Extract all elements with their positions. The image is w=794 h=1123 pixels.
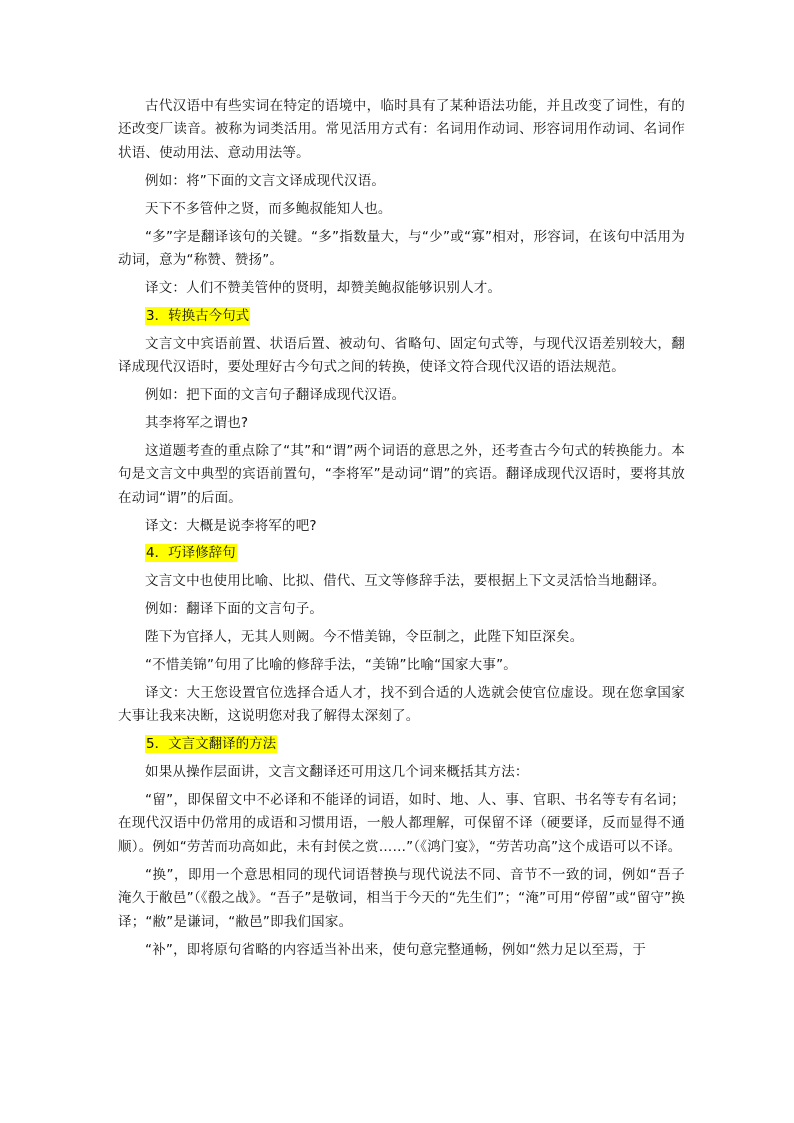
paragraph: 如果从操作层面讲，文言文翻译还可用这几个词来概括其方法：	[145, 764, 529, 781]
section-heading	[118, 733, 685, 756]
paragraph: “补”，即将原句省略的内容适当补出来，使句意完整通畅，例如“然力足以至焉，于	[145, 941, 647, 958]
paragraph: 天下不多管仲之贤，而多鲍叔能知人也。	[145, 200, 392, 217]
paragraph: 文言文中宾语前置、状语后置、被动句、省略句、固定句式等，与现代汉语差别较大，翻译成现代汉语时，要处理好古今句式之间的转换，使译文符合现代汉语的语法规范。	[118, 335, 685, 376]
document-page	[118, 95, 685, 966]
paragraph: 译文：人们不赞美管仲的贤明，却赞美鲍叔能够识别人才。	[145, 279, 502, 296]
section-heading-text: 3．转换古今句式	[146, 307, 250, 324]
paragraph: 其李将军之谓也?	[145, 414, 249, 431]
paragraph: 陛下为官择人，无其人则阙。今不惜美锦，令臣制之，此陛下知臣深矣。	[145, 629, 584, 646]
paragraph: 例如：把下面的文言句子翻译成现代汉语。	[145, 386, 406, 403]
paragraph: 古代汉语中有些实词在特定的语境中，临时具有了某种语法功能，并且改变了词性，有的还改变厂读音。被称为词类活用。常见活用方式有：名词用作动词、形容词用作动词、名词作状语、使动用法、意动用法等。	[118, 98, 685, 161]
paragraph: 这道题考查的重点除了“其”和“谓”两个词语的意思之外，还考查古今句式的转换能力。本句是文言文中典型的宾语前置句，“李将军”是动词“谓”的宾语。翻译成现代汉语时，要将其放在动词“谓”的后面。	[118, 442, 685, 506]
section-heading	[118, 542, 685, 565]
paragraph: “不惜美锦”句用了比喻的修辞手法，“美锦”比喻“国家大事”。	[145, 657, 517, 674]
section-heading	[118, 305, 685, 328]
paragraph: 译文：大概是说李将军的吧?	[145, 517, 317, 534]
paragraph: 例如：翻译下面的文言句子。	[145, 601, 324, 618]
paragraph: 文言文中也使用比喻、比拟、借代、互文等修辞手法，要根据上下文灵活恰当地翻译。	[145, 573, 666, 590]
paragraph: 译文：大王您设置官位选择合适人才，找不到合适的人选就会使官位虚设。现在您拿国家大事让我来决断，这说明您对我了解得太深刻了。	[118, 684, 685, 725]
paragraph: “换”，即用一个意思相同的现代词语替换与现代说法不同、音节不一致的词，例如“吾子淹久于敝邑”（《殽之战》。“吾子”是敬词，相当于今天的“先生们”；“淹”可用“停留”或“留守”换译；“敝”是谦词，“敝邑”即我们国家。	[118, 866, 685, 930]
paragraph: “多”字是翻译该句的关键。“多”指数量大，与“少”或“寡”相对，形容词，在该句中活用为动词，意为“称赞、赞扬”。	[118, 228, 685, 268]
paragraph: “留”，即保留文中不必译和不能译的词语，如时、地、人、事、官职、书名等专有名词；在现代汉语中仍常用的成语和习惯用语，一般人都理解，可保留不译（硬要译，反而显得不通顺）。例如“劳苦而功高如此，未有封侯之赏……”（《鸿门宴》，“劳苦功高”这个成语可以不译。	[118, 792, 685, 855]
paragraph: 例如：将”下面的文言文译成现代汉语。	[145, 172, 386, 189]
section-heading-text: 5．文言文翻译的方法	[146, 736, 277, 753]
section-heading-text: 4．巧译修辞句	[146, 545, 236, 562]
